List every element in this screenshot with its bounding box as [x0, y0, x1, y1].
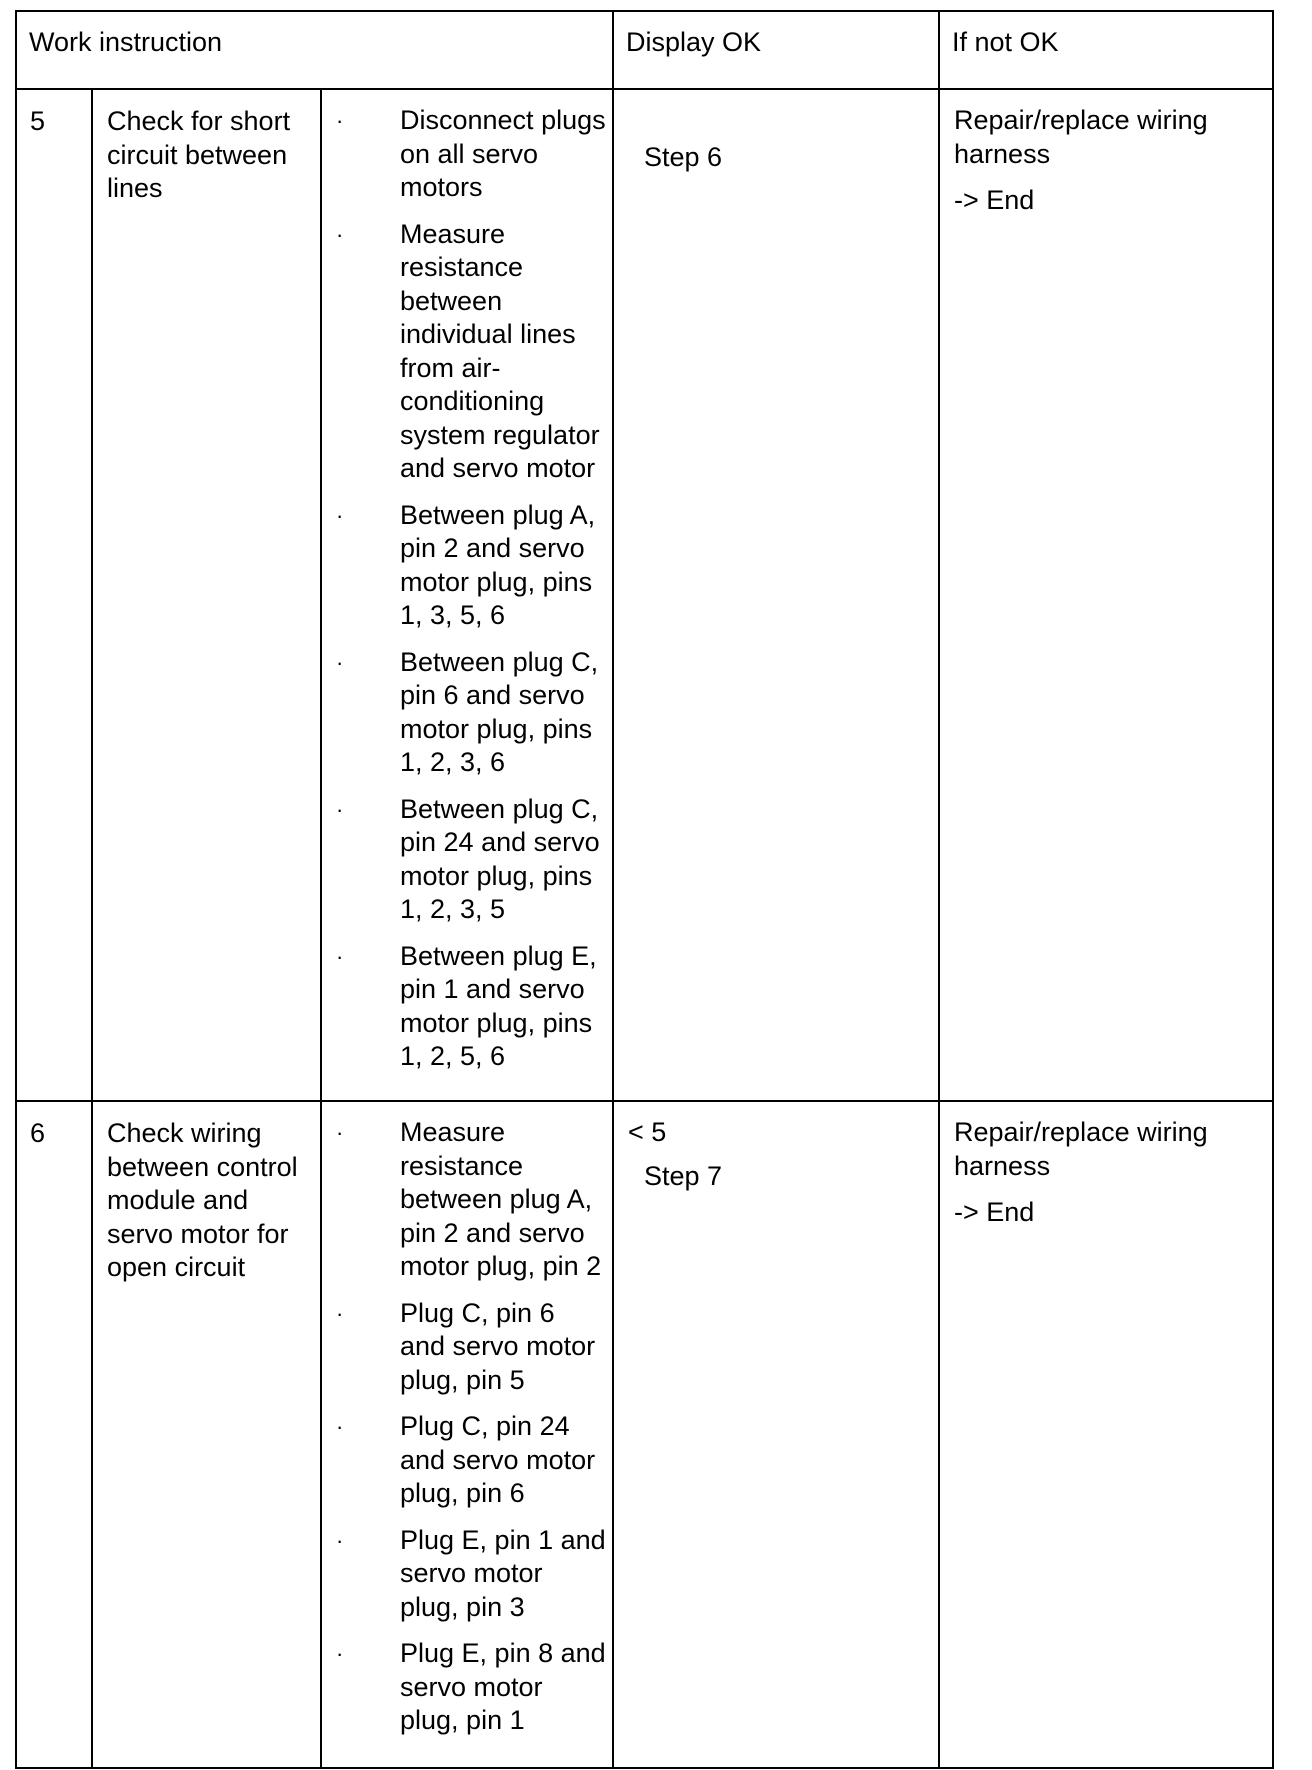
- header-display-ok: [613, 11, 939, 89]
- list-item: [322, 646, 606, 780]
- not-ok-action: Repair/replace wiring harness: [954, 1117, 1208, 1181]
- list-item: [322, 1410, 606, 1511]
- display-ok-step: Step 6: [644, 142, 723, 172]
- bullet-icon: ·: [336, 502, 344, 528]
- table-row: [16, 89, 1273, 1101]
- list-item-text: Measure resistance between plug A, pin 2 and servo motor plug, pin 2: [400, 1117, 602, 1281]
- list-item-text: Between plug A, pin 2 and servo motor plug, pins 1, 3, 5, 6: [400, 499, 596, 630]
- step-number: 5: [30, 106, 46, 136]
- list-item: [322, 1524, 606, 1625]
- header-if-not-ok: [939, 11, 1273, 89]
- display-ok-step: Step 7: [644, 1160, 723, 1191]
- table-row: [16, 1101, 1273, 1768]
- not-ok-end: -> End: [954, 1197, 1035, 1227]
- list-item: [322, 940, 606, 1074]
- display-ok-cell: [613, 1101, 939, 1768]
- step-description-cell: [92, 89, 321, 1101]
- list-item: [322, 104, 606, 205]
- bullet-icon: ·: [336, 943, 344, 969]
- bullet-icon: ·: [336, 1641, 344, 1666]
- bullet-icon: ·: [336, 1414, 344, 1439]
- bullet-icon: ·: [336, 1300, 344, 1326]
- step-instructions-cell: [321, 89, 613, 1101]
- list-item-text: Plug C, pin 24 and servo motor plug, pin 6: [400, 1411, 596, 1508]
- list-item: [322, 1116, 606, 1284]
- step-description: Check for short circuit between lines: [107, 106, 291, 203]
- header-work-instruction: [16, 11, 613, 89]
- list-item: [322, 499, 606, 633]
- bullet-icon: ·: [336, 1120, 344, 1145]
- bullet-icon: ·: [336, 649, 344, 675]
- step-number-cell: [16, 89, 92, 1101]
- list-item-text: Plug E, pin 8 and servo motor plug, pin 1: [400, 1638, 606, 1735]
- header-if-not-ok-label: If not OK: [952, 27, 1059, 57]
- instruction-list: [322, 90, 612, 1074]
- list-item-text: Plug C, pin 6 and servo motor plug, pin 5: [400, 1297, 596, 1395]
- header-row: [16, 11, 1273, 89]
- header-work-instruction-label: Work instruction: [29, 27, 223, 57]
- list-item: [322, 218, 606, 486]
- display-ok-content: [614, 90, 938, 175]
- display-ok-condition: < 5: [628, 1117, 667, 1147]
- bullet-icon: ·: [336, 108, 344, 133]
- list-item-text: Measure resistance between individual lines from air-conditioning system regulator and servo motor: [400, 218, 600, 483]
- instruction-list: [322, 1102, 612, 1738]
- list-item: [322, 1297, 606, 1398]
- step-number-cell: [16, 1101, 92, 1768]
- header-display-ok-label: Display OK: [626, 27, 762, 57]
- bullet-icon: ·: [336, 796, 344, 822]
- list-item-text: Between plug C, pin 6 and servo motor plug, pins 1, 2, 3, 6: [400, 646, 599, 777]
- step-instructions-cell: [321, 1101, 613, 1768]
- list-item-text: Plug E, pin 1 and servo motor plug, pin 3: [400, 1524, 606, 1622]
- display-ok-cell: [613, 89, 939, 1101]
- step-number: 6: [30, 1118, 46, 1148]
- display-ok-content: [614, 1102, 938, 1193]
- not-ok-action: Repair/replace wiring harness: [954, 105, 1208, 169]
- step-description-cell: [92, 1101, 321, 1768]
- if-not-ok-cell: [939, 89, 1273, 1101]
- bullet-icon: ·: [336, 221, 344, 247]
- list-item: [322, 793, 606, 927]
- work-instruction-table: [15, 10, 1274, 1769]
- if-not-ok-content: [940, 1102, 1272, 1230]
- step-description: Check wiring between control module and servo motor for open circuit: [107, 1118, 298, 1282]
- list-item-text: Between plug C, pin 24 and servo motor plug, pins 1, 2, 3, 5: [400, 793, 600, 924]
- bullet-icon: ·: [336, 1527, 344, 1553]
- list-item: [322, 1637, 606, 1738]
- not-ok-end: -> End: [954, 185, 1035, 215]
- list-item-text: Between plug E, pin 1 and servo motor plug, pins 1, 2, 5, 6: [400, 940, 597, 1071]
- if-not-ok-content: [940, 90, 1272, 218]
- list-item-text: Disconnect plugs on all servo motors: [400, 105, 606, 202]
- if-not-ok-cell: [939, 1101, 1273, 1768]
